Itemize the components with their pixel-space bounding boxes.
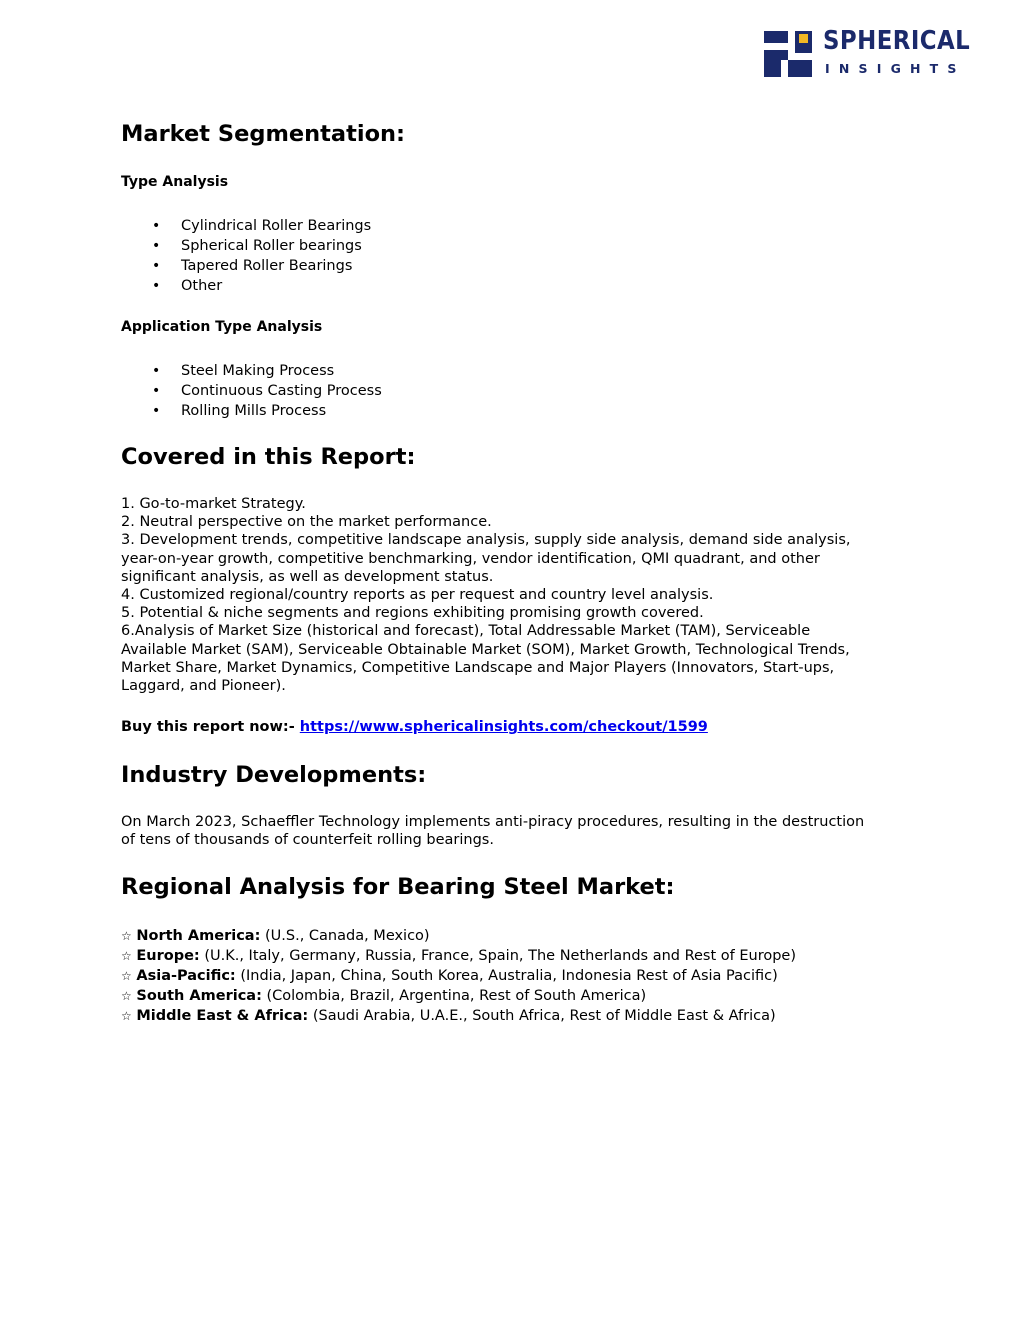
developments-line: of tens of thousands of counterfeit rolling bearings. [121,832,494,849]
region-detail: (India, Japan, China, South Korea, Australia, Indonesia Rest of Asia Pacific) [235,968,778,984]
logo-wordmark-top: SPHERICAL [823,26,971,56]
region-detail: (U.K., Italy, Germany, Russia, France, Spain, The Netherlands and Rest of Europe) [199,948,797,964]
region-list [121,926,796,1026]
covered-line: significant analysis, as well as development status. [121,568,494,585]
star-outline-icon: ☆ [121,949,132,963]
developments-paragraph [121,813,911,849]
application-list [121,361,382,421]
region-detail: (Saudi Arabia, U.A.E., South Africa, Rest of Middle East & Africa) [308,1008,776,1024]
buy-label: Buy this report now:- [121,719,300,735]
covered-line: 3. Development trends, competitive landscape analysis, supply side analysis, demand side analysis, [121,532,851,549]
covered-heading: Covered in this Report: [121,444,416,470]
region-item [121,946,796,966]
region-name: Asia-Pacific: [136,968,236,984]
covered-line: Laggard, and Pioneer). [121,678,286,695]
list-item: • Other [121,276,371,296]
star-outline-icon: ☆ [121,969,132,983]
region-name: Europe: [136,948,200,964]
covered-line: 2. Neutral perspective on the market performance. [121,514,492,531]
list-item: • Continuous Casting Process [121,381,382,401]
brand-logo [764,26,976,78]
checkout-link[interactable]: https://www.sphericalinsights.com/checkout/1599 [299,719,708,735]
spherical-insights-logo-icon [764,31,812,77]
list-item: • Rolling Mills Process [121,401,382,421]
application-analysis-heading: Application Type Analysis [121,319,323,335]
list-item: • Tapered Roller Bearings [121,256,371,276]
covered-line: Market Share, Market Dynamics, Competitive Landscape and Major Players (Innovators, Start-ups, [121,659,835,676]
covered-line: 6.Analysis of Market Size (historical and forecast), Total Addressable Market (TAM), Serviceable [121,623,811,640]
star-outline-icon: ☆ [121,989,132,1003]
covered-line: year-on-year growth, competitive benchmarking, vendor identification, QMI quadrant, and other [121,550,820,567]
star-outline-icon: ☆ [121,929,132,943]
regional-heading: Regional Analysis for Bearing Steel Market: [121,874,675,900]
buy-line [121,719,708,735]
developments-line: On March 2023, Schaeffler Technology implements anti-piracy procedures, resulting in the destruction [121,814,865,830]
list-item: • Cylindrical Roller Bearings [121,216,371,236]
region-name: Middle East & Africa: [136,1008,309,1024]
region-item [121,966,796,986]
type-list [121,216,371,296]
segmentation-heading: Market Segmentation: [121,121,406,147]
region-item [121,1006,796,1026]
covered-line: Available Market (SAM), Serviceable Obtainable Market (SOM), Market Growth, Technological Trends, [121,641,850,658]
covered-line: 5. Potential & niche segments and regions exhibiting promising growth covered. [121,605,704,622]
type-analysis-heading: Type Analysis [121,174,229,190]
covered-list [121,495,911,695]
logo-wordmark-bottom: INSIGHTS [825,61,966,76]
developments-heading: Industry Developments: [121,762,427,788]
region-item [121,926,796,946]
region-detail: (U.S., Canada, Mexico) [260,928,430,944]
region-detail: (Colombia, Brazil, Argentina, Rest of South America) [261,988,647,1004]
region-name: North America: [136,928,261,944]
covered-line: 1. Go-to-market Strategy. [121,496,306,512]
list-item: • Steel Making Process [121,361,382,381]
list-item: • Spherical Roller bearings [121,236,371,256]
region-item [121,986,796,1006]
star-outline-icon: ☆ [121,1009,132,1023]
covered-line: 4. Customized regional/country reports as per request and country level analysis. [121,587,714,604]
region-name: South America: [136,988,262,1004]
